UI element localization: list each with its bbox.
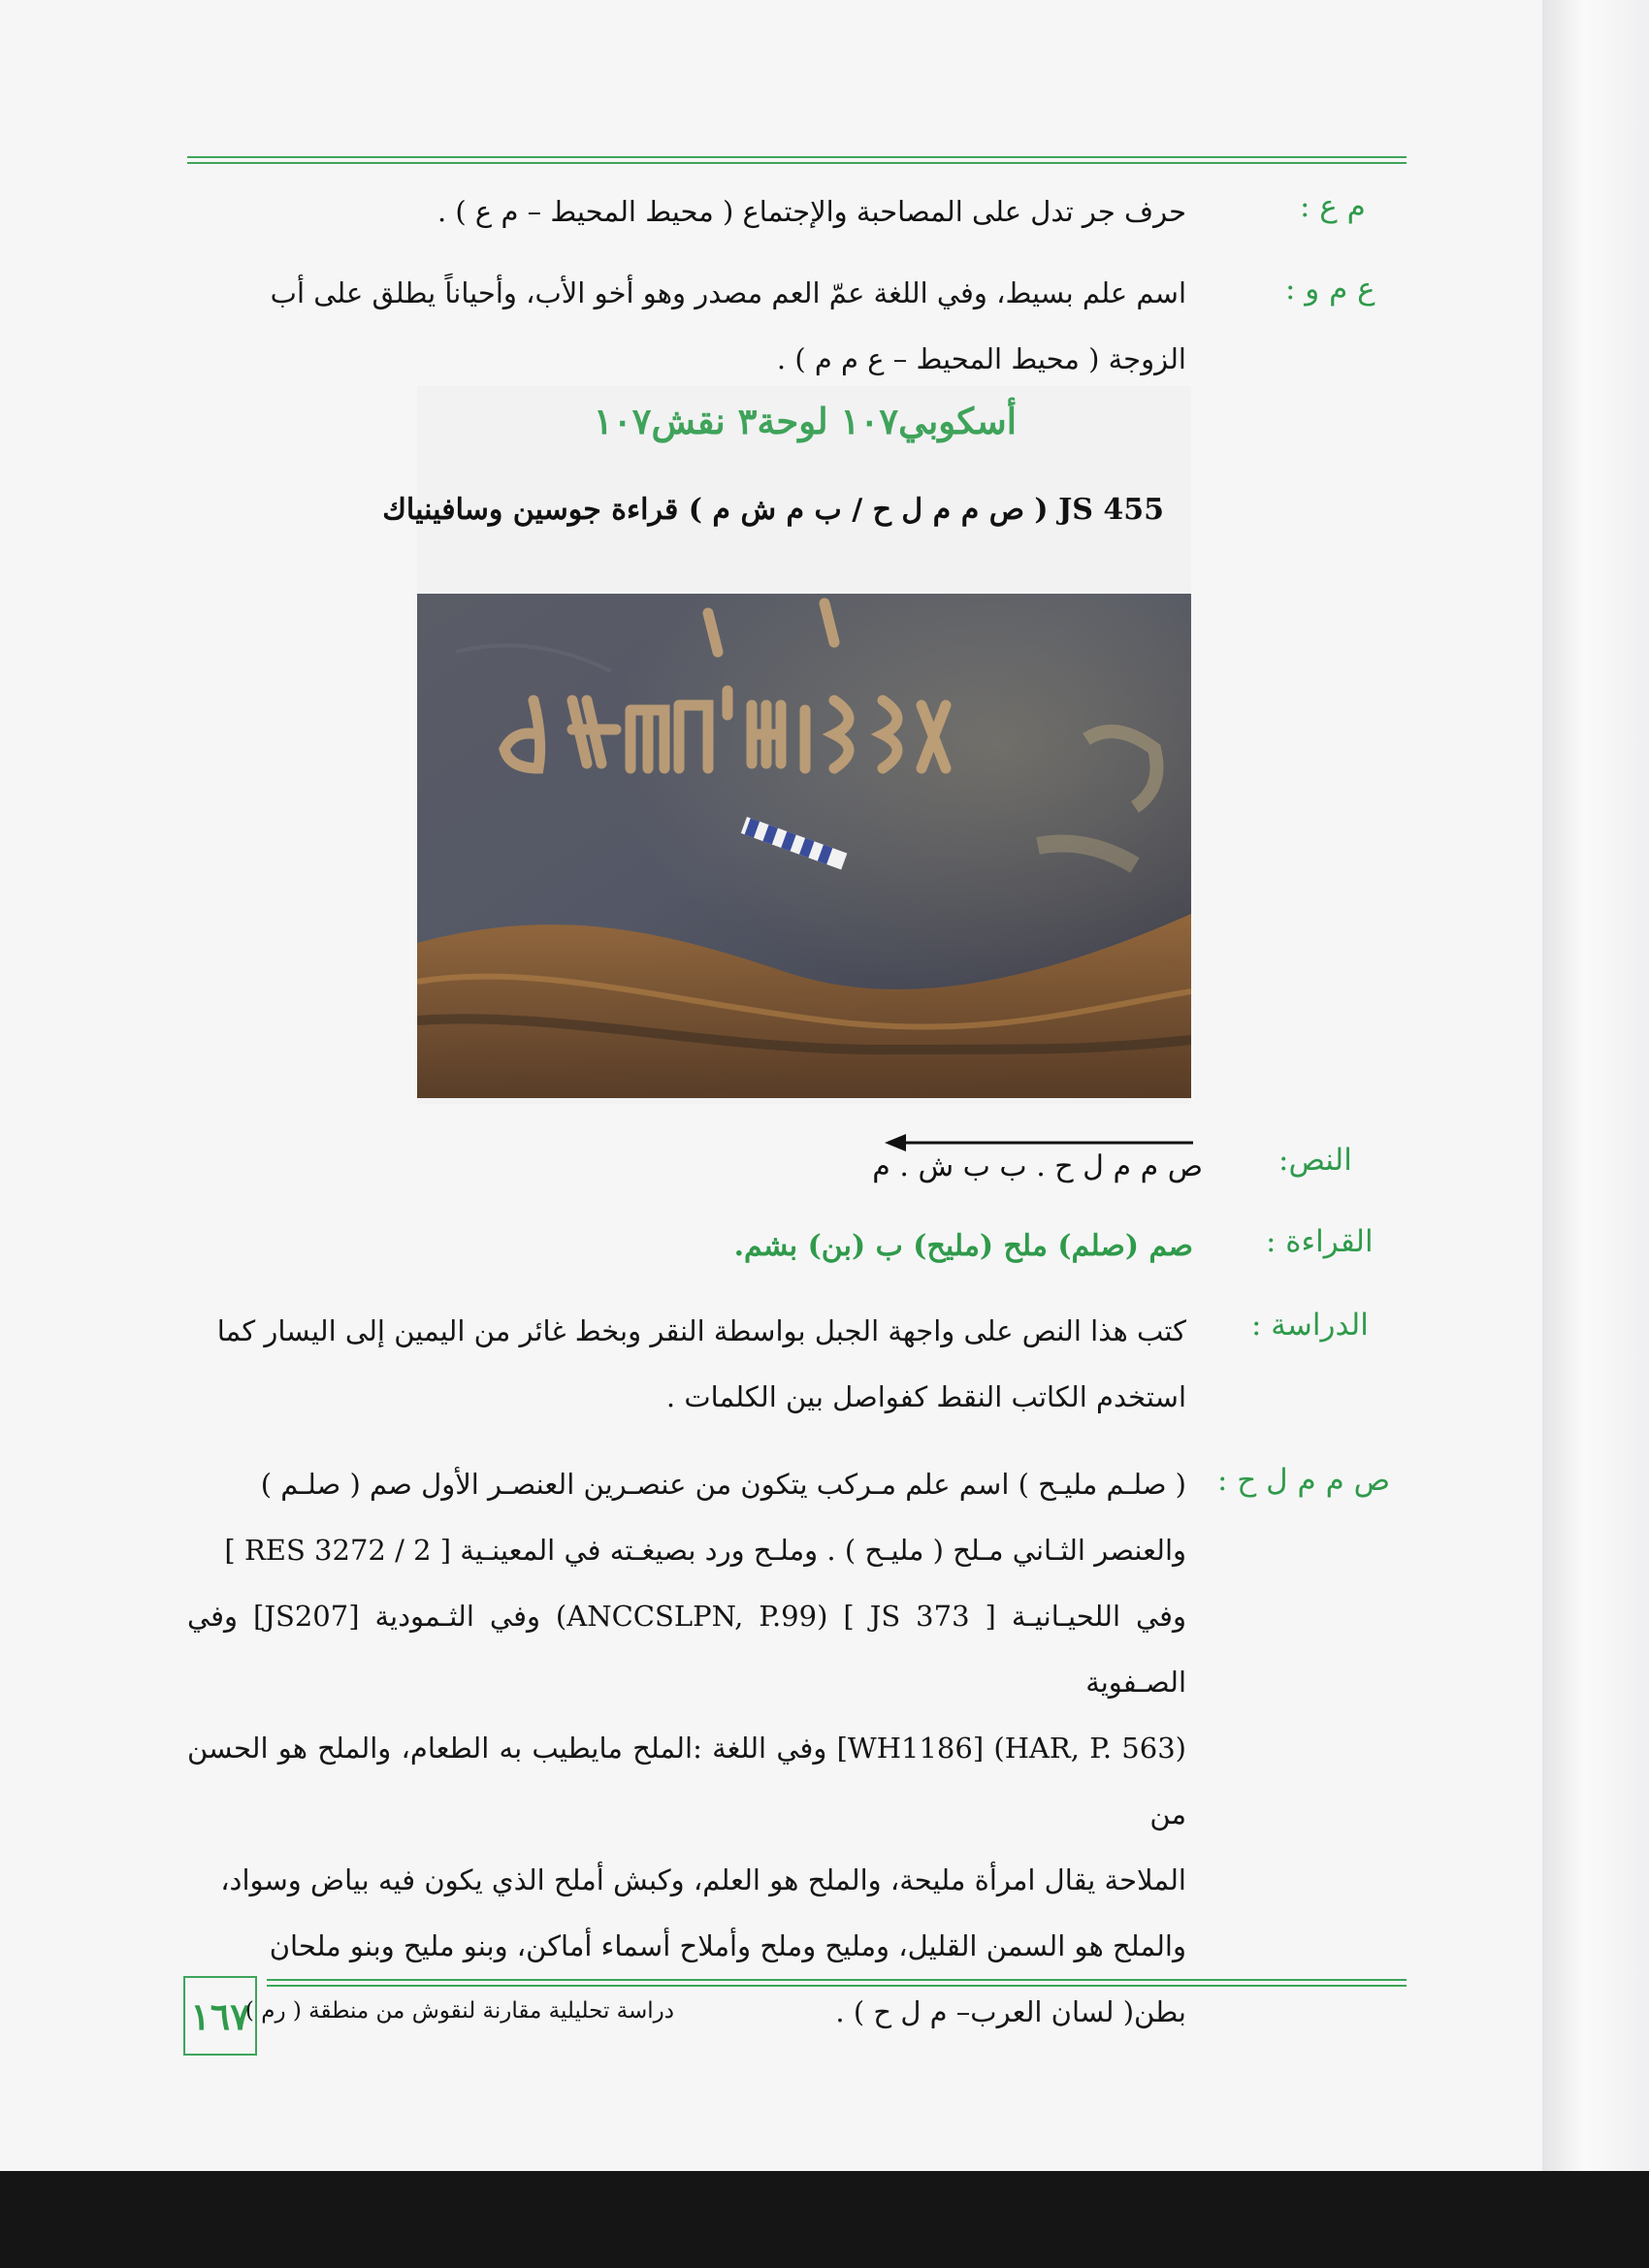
- inscription-photo: [417, 594, 1191, 1098]
- entry-label-ayn-mim-waw: ع م و :: [1285, 272, 1375, 307]
- study-section-label: الدراسة :: [1251, 1308, 1369, 1343]
- entry-definition-ayn-mim-waw: [187, 260, 1186, 392]
- word-line: والملح هو السمن القليل، ومليح وملح وأملاح أسماء أماكن، وبنو مليح وبنو ملحان: [269, 1929, 1186, 1962]
- entry-definition-mim-ayn: [187, 179, 1186, 243]
- scan-border: [0, 2171, 1649, 2268]
- word-line: والعنصر الثـاني مـلح ( مليـح ) . وملـح ورد بصيغـته في المعينـية [ RES 3272 / 2 ]: [224, 1534, 1186, 1567]
- header-rule-bottom: [187, 162, 1406, 164]
- word-line: ( صلـم مليـح ) اسم علم مـركب يتكون من عنصـرين العنصـر الأول صم ( صلـم ): [260, 1468, 1186, 1501]
- page-number: ١٦٧: [190, 1993, 250, 2038]
- text-section-label: النص:: [1278, 1143, 1352, 1178]
- word-section-label: ص م م ل ح :: [1217, 1463, 1391, 1498]
- study-section-body: [187, 1298, 1186, 1430]
- word-line: بطن( لسان العرب– م ل ح ) .: [835, 1995, 1186, 2028]
- entry-line: اسم علم بسيط، وفي اللغة عمّ العم مصدر وهو أخو الأب، وأحياناً يطلق على أب: [270, 276, 1186, 309]
- reading-section-value: صم (صلم) ملح (مليح) ب (بن) بشم.: [733, 1229, 1193, 1263]
- entry-line: حرف جر تدل على المصاحبة والإجتماع ( محيط المحيط – م ع ) .: [436, 195, 1186, 228]
- plate-title: أسكوبي١٠٧ لوحة٣ نقش١٠٧: [593, 400, 1018, 442]
- entry-label-mim-ayn: م ع :: [1300, 189, 1366, 224]
- word-section-body: [187, 1451, 1186, 2045]
- book-binding: [1542, 0, 1649, 2171]
- entry-line: الزوجة ( محيط المحيط – ع م م ) .: [776, 342, 1186, 375]
- footer-rule-bottom: [267, 1985, 1406, 1987]
- word-line: (HAR, P. 563) [WH1186] وفي اللغة :الملح مايطيب به الطعام، والملح هو الحسن من: [187, 1732, 1186, 1831]
- study-line: استخدم الكاتب النقط كفواصل بين الكلمات .: [665, 1380, 1186, 1413]
- word-line: الملاحة يقال امرأة مليحة، والملح هو العلم، وكبش أملح الذي يكون فيه بياض وسواد،: [220, 1863, 1186, 1896]
- header-rule-top: [187, 156, 1406, 158]
- study-line: كتب هذا النص على واجهة الجبل بواسطة النقر وبخط غائر من اليمين إلى اليسار كما: [216, 1314, 1186, 1347]
- text-section-value: ص م م ل ح . ب ب ش . م: [872, 1150, 1203, 1183]
- book-title: دراسة تحليلية مقارنة لنقوش من منطقة ( رم ): [244, 1998, 674, 2024]
- plate-subtitle: JS 455 ( ص م م ل ح / ب م ش م ) قراءة جوسين وسافينياك: [382, 493, 1164, 527]
- word-line: وفي اللحيـانيـة [ JS 373 ] (ANCCSLPN, P.99) وفي الثـمودية [JS207] وفي الصـفوية: [187, 1600, 1187, 1699]
- footer-rule-top: [267, 1979, 1406, 1981]
- reading-section-label: القراءة :: [1266, 1224, 1374, 1259]
